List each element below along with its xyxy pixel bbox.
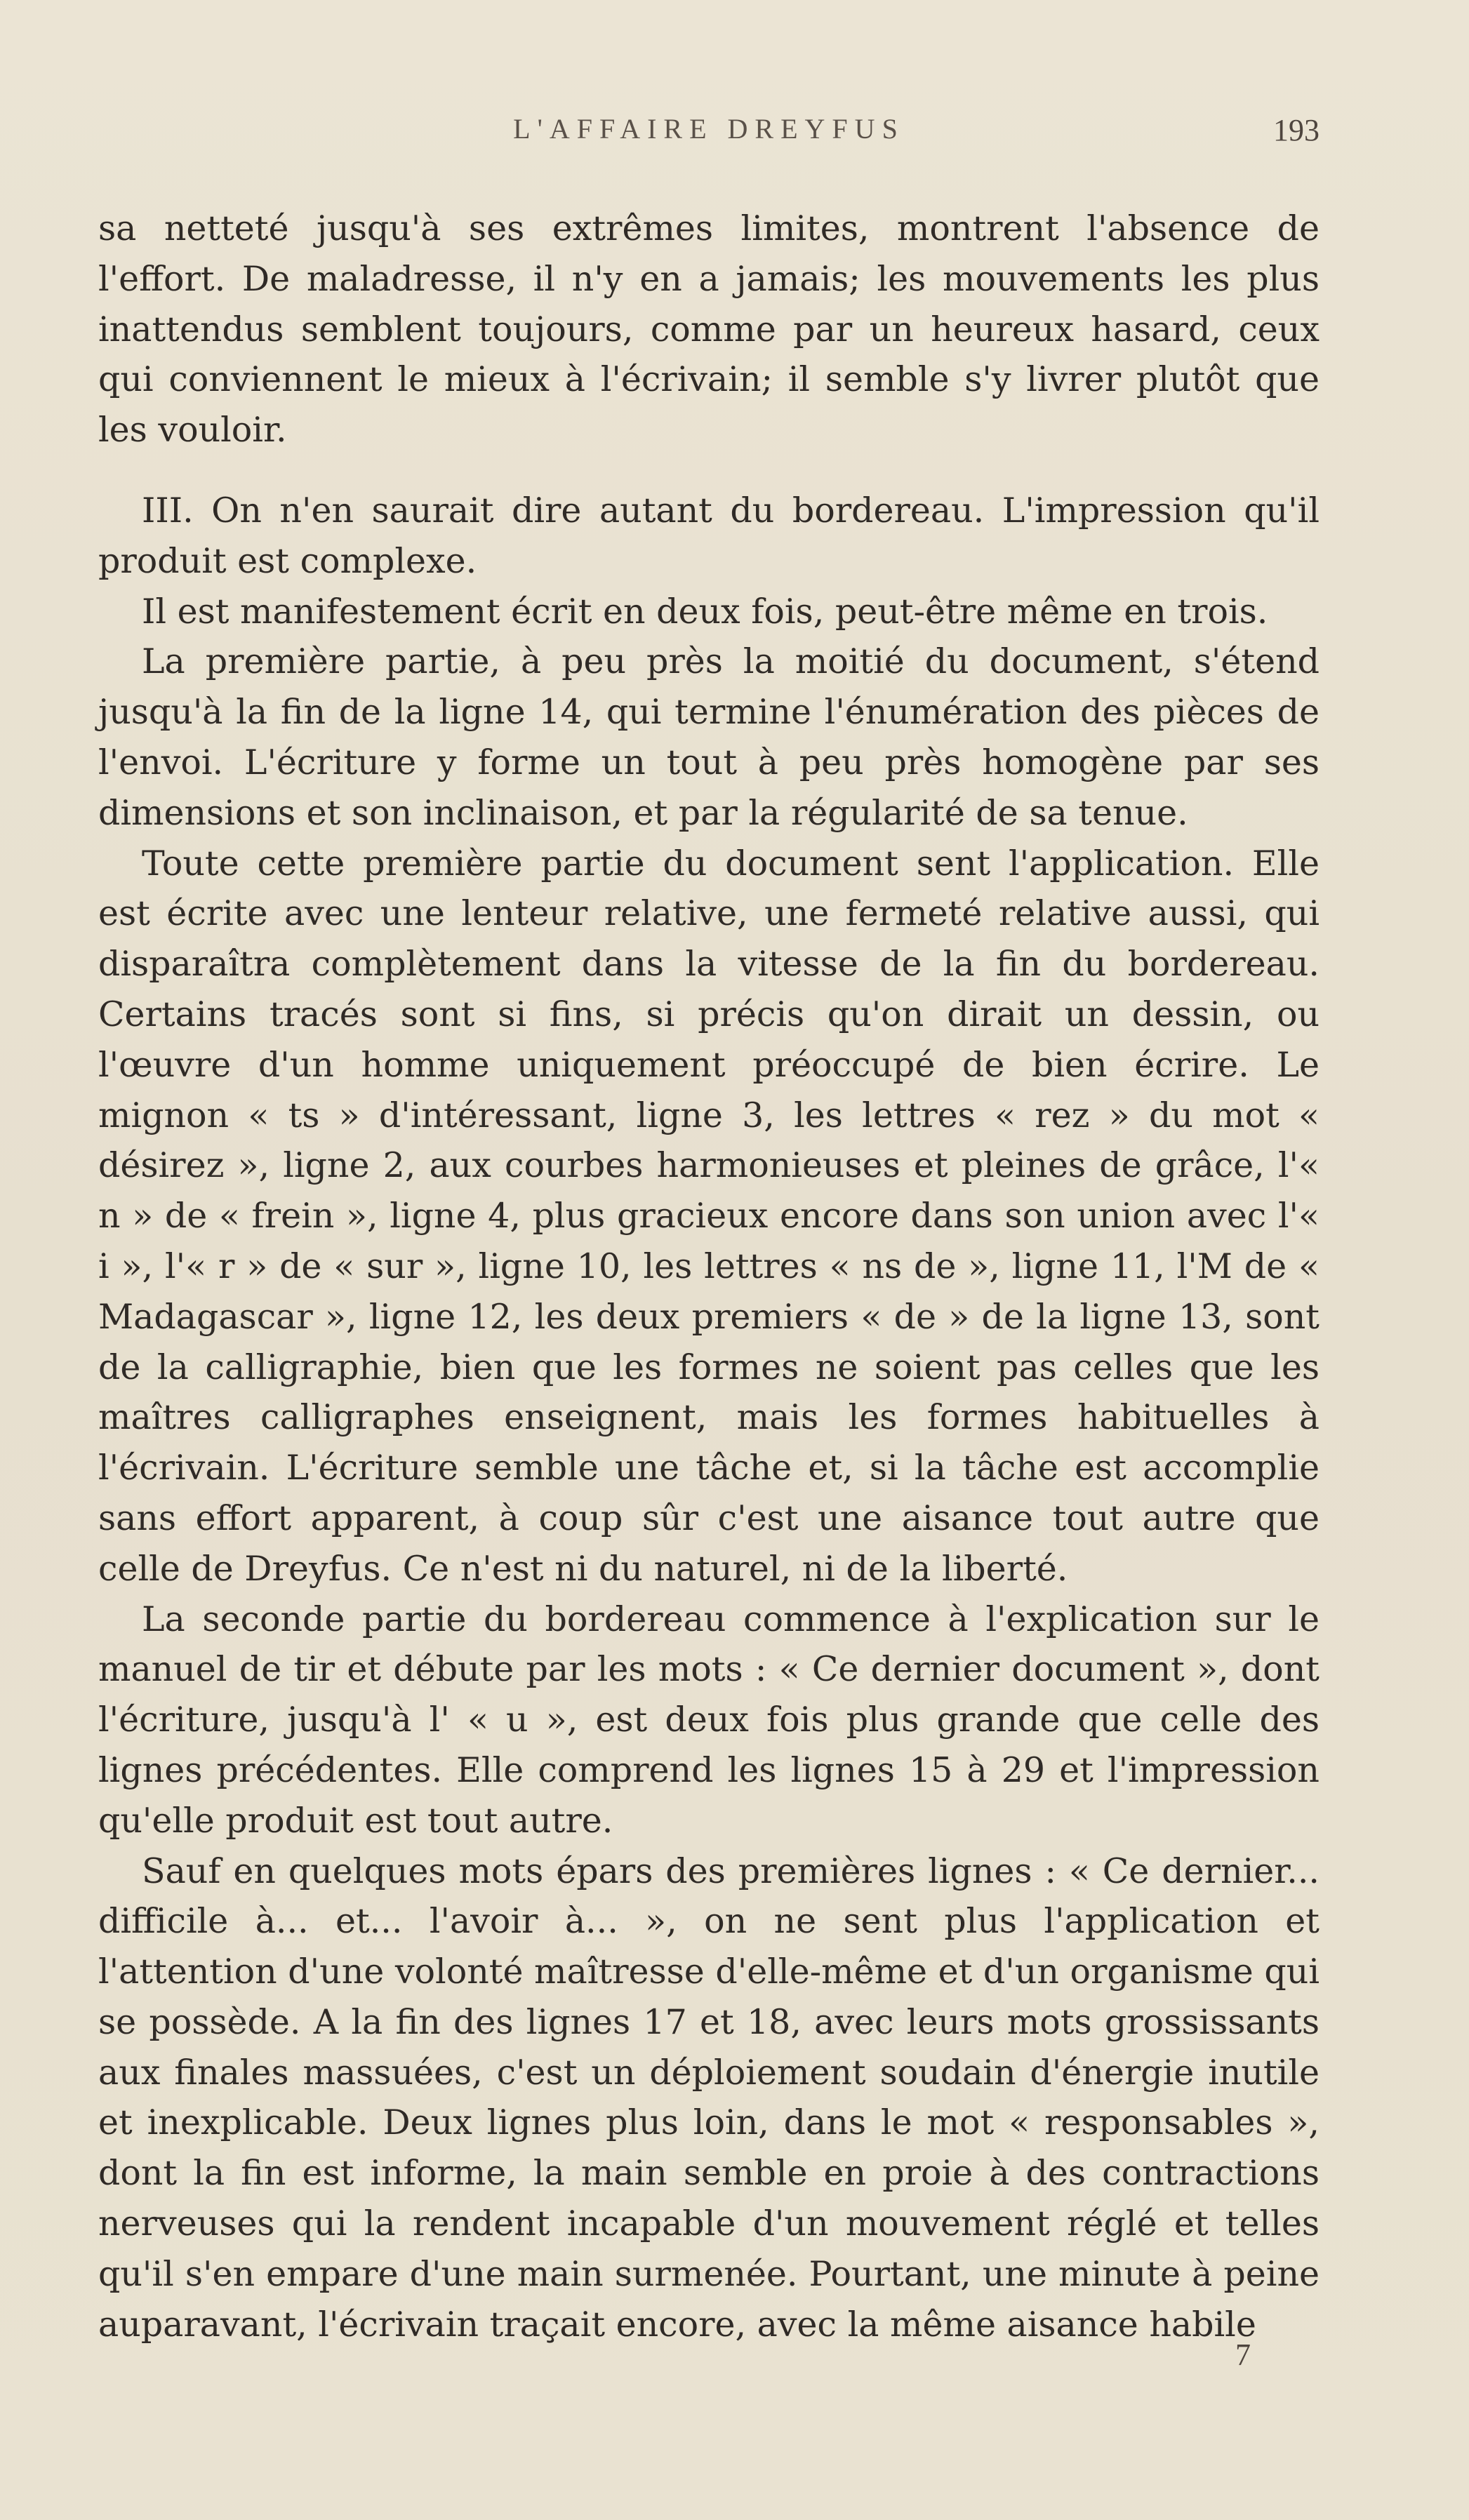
running-head — [98, 112, 1320, 154]
body-text — [98, 204, 1320, 2349]
running-title: L'AFFAIRE DREYFUS — [513, 113, 905, 145]
signature-mark: 7 — [1235, 2338, 1251, 2372]
paragraph-section-iii: III. On n'en saurait dire autant du bordereau. L'impression qu'il produit est complexe. — [98, 490, 1320, 581]
paragraph: Toute cette première partie du document sent l'application. Elle est écrite avec une lenteur relative, une fermeté relative aussi, qui disparaîtra complètement dans la vitesse de la fin du bordereau. Certains tracés sont si fins, si précis qu'on dirait un dessin, ou l'œuvre d'un homme uniquement préoccupé de bien écrire. Le mignon « ts » d'intéressant, ligne 3, les lettres « rez » du mot « désirez », ligne 2, aux courbes harmonieuses et pleines de grâce, l'« n » de « frein », ligne 4, plus gracieux encore dans son union avec l'« i », l'« r » de « sur », ligne 10, les lettres « ns de », ligne 11, l'M de « Madagascar », ligne 12, les deux premiers « de » de la ligne 13, sont de la calligraphie, bien que les formes ne soient pas celles que les maîtres calligraphes enseignent, mais les formes habituelles à l'écrivain. L'écriture semble une tâche et, si la tâche est accomplie sans effort apparent, à coup sûr c'est une aisance tout autre que celle de Dreyfus. Ce n'est ni du naturel, ni de la liberté. — [98, 843, 1320, 1589]
paragraph-continuation: sa netteté jusqu'à ses extrêmes limites, montrent l'absence de l'effort. De maladresse, il n'y en a jamais; les mouvements les plus inattendus semblent toujours, comme par un heureux hasard, ceux qui conviennent le mieux à l'écrivain; il semble s'y livrer plutôt que les vouloir. — [98, 208, 1320, 451]
paragraph: Il est manifestement écrit en deux fois, peut-être même en trois. — [142, 591, 1268, 632]
page-number: 193 — [1273, 113, 1320, 147]
paragraph: Sauf en quelques mots épars des premières lignes : « Ce dernier... difficile à... et... l'avoir à... », on ne sent plus l'application et l'attention d'une volonté maîtresse d'elle-même et d'un organisme qui se possède. A la fin des lignes 17 et 18, avec leurs mots grossissants aux finales massuées, c'est un déploiement soudain d'énergie inutile et inexplicable. Deux lignes plus loin, dans le mot « responsables », dont la fin est informe, la main semble en proie à des contractions nerveuses qui la rendent incapable d'un mouvement réglé et telles qu'il s'en empare d'une main surmenée. Pourtant, une minute à peine auparavant, l'écrivain traçait encore, avec la même aisance habile — [98, 1851, 1320, 2345]
paragraph: La première partie, à peu près la moitié du document, s'étend jusqu'à la fin de la ligne 14, qui termine l'énumération des pièces de l'envoi. L'écriture y forme un tout à peu près homogène par ses dimensions et son inclinaison, et par la régularité de sa tenue. — [98, 641, 1320, 833]
paragraph: La seconde partie du bordereau commence à l'explication sur le manuel de tir et débute par les mots : « Ce dernier document », dont l'écriture, jusqu'à l' « u », est deux fois plus grande que celle des lignes précédentes. Elle comprend les lignes 15 à 29 et l'impression qu'elle produit est tout autre. — [98, 1599, 1320, 1841]
